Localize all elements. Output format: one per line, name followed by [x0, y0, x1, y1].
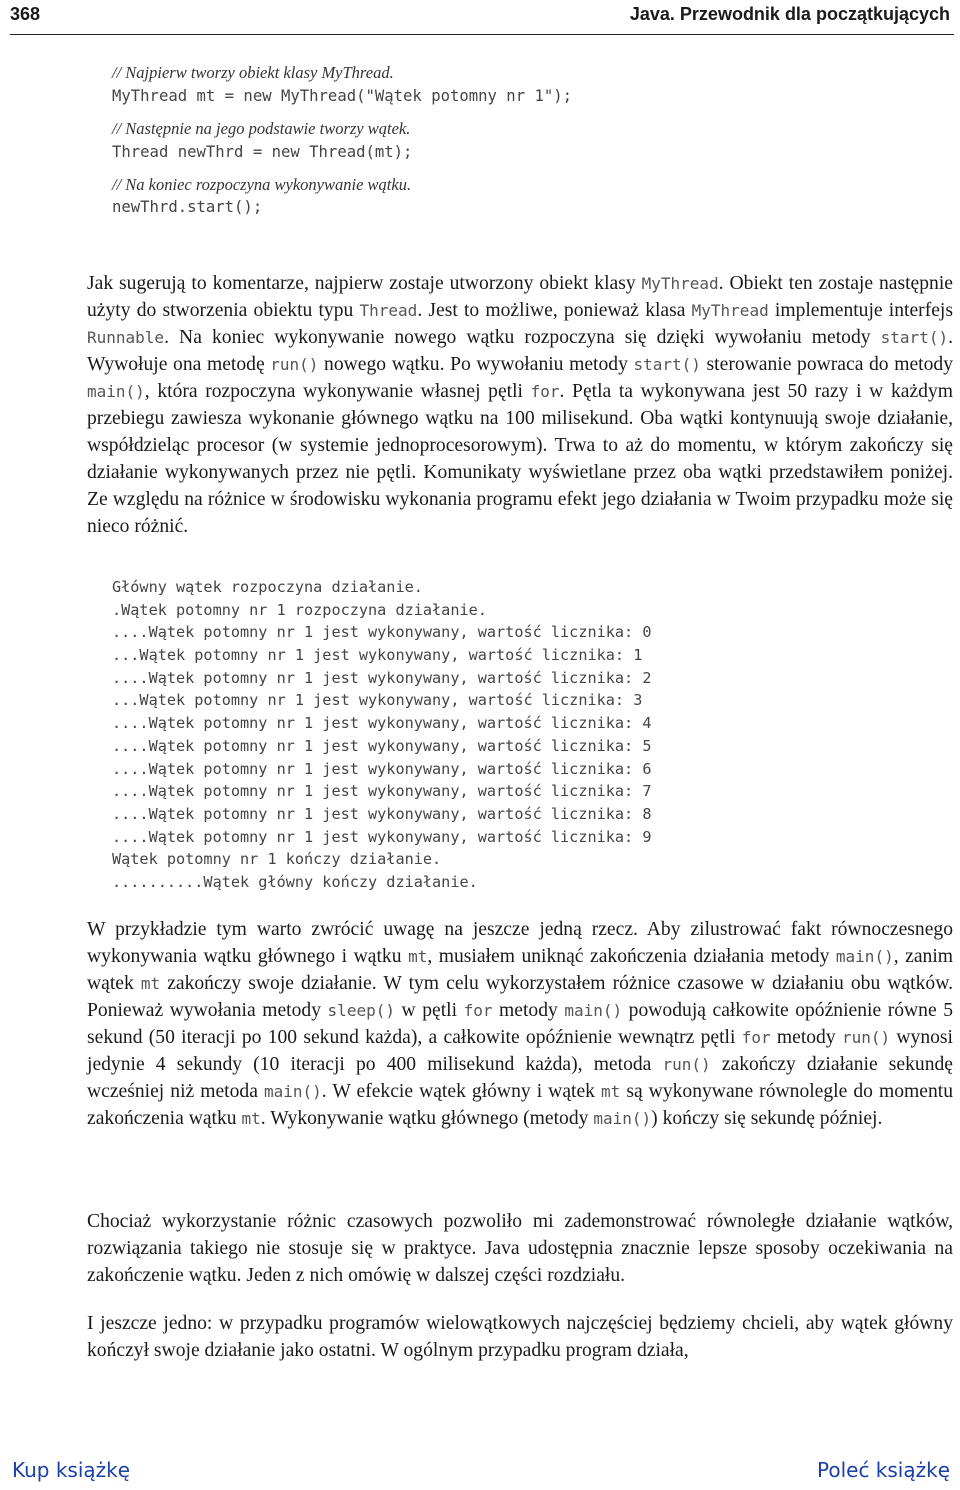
recommend-book-link[interactable]: Poleć książkę	[817, 1458, 950, 1482]
text-run: . Pętla ta wykonywana jest 50 razy i w każdym przebiegu zawiesza wykonanie głównego wątku na 100 milisekund. Oba wątki kontynuują swoje działanie, współdzieląc procesor (w systemie jednoprocesorowym). Trwa to aż do momentu, w którym zakończy się działanie wykonywanych przez nie pętli. Komunikaty wyświetlane przez oba wątki przedstawiłem poniżej. Ze względu na różnice w środowisku wykonania programu efekt jego działania w Twoim przypadku może się nieco różnić.	[87, 381, 953, 537]
code-comment: // Na koniec rozpoczyna wykonywanie wątku.	[112, 174, 412, 194]
page-number: 368	[10, 4, 41, 24]
inline-code: main()	[564, 1001, 623, 1020]
text-run: sterowanie powraca do metody	[700, 354, 953, 375]
inline-code: main()	[263, 1082, 322, 1101]
inline-code: run()	[841, 1028, 891, 1047]
output-line: ....Wątek potomny nr 1 jest wykonywany, wartość licznika: 0	[112, 623, 652, 642]
text-run: , musiałem uniknąć zakończenia działania metody	[427, 946, 836, 967]
text-run: Jak sugerują to komentarze, najpierw zostaje utworzony obiekt klasy	[87, 273, 642, 294]
output-line: ....Wątek potomny nr 1 jest wykonywany, wartość licznika: 9	[112, 827, 652, 846]
code-line: newThrd.start();	[112, 198, 263, 217]
inline-code: run()	[270, 355, 319, 374]
text-run: metody	[770, 1027, 842, 1048]
inline-code: Thread	[359, 301, 418, 320]
text-run: . Jest to możliwe, ponieważ klasa	[417, 300, 692, 321]
inline-code: for	[530, 382, 560, 401]
output-line: ....Wątek potomny nr 1 jest wykonywany, wartość licznika: 7	[112, 782, 652, 801]
code-comment: // Następnie na jego podstawie tworzy wątek.	[112, 118, 411, 138]
text-run: , która rozpoczyna wykonywanie własnej pętli	[144, 381, 531, 402]
output-line: ...Wątek potomny nr 1 jest wykonywany, wartość licznika: 1	[112, 646, 643, 665]
output-line: Wątek potomny nr 1 kończy działanie.	[112, 850, 442, 869]
paragraph-timing	[87, 916, 953, 1132]
inline-code: MyThread	[641, 274, 719, 293]
text-run: . W efekcie wątek główny i wątek	[321, 1081, 602, 1102]
paragraph-practice: Chociaż wykorzystanie różnic czasowych pozwoliło mi zademonstrować równoległe działanie wątków, rozwiązania takiego nie stosuje się w praktyce. Java udostępnia znacznie lepsze sposoby oczekiwania na zakończenie wątku. Jeden z nich omówię w dalszej części rozdziału.	[87, 1211, 953, 1286]
inline-code: MyThread	[691, 301, 769, 320]
text-run: . Wywołuje ona metodę	[87, 327, 953, 375]
output-line: ....Wątek potomny nr 1 jest wykonywany, wartość licznika: 4	[112, 714, 652, 733]
text-run: . Na koniec wykonywanie nowego wątku rozpoczyna się dzięki wywołaniu metody	[164, 327, 881, 348]
inline-code: start()	[633, 355, 701, 374]
text-run: . Wykonywanie wątku głównego (metody	[260, 1108, 594, 1129]
code-listing	[112, 62, 572, 219]
text-run: nowego wątku. Po wywołaniu metody	[318, 354, 634, 375]
code-line: Thread newThrd = new Thread(mt);	[112, 142, 413, 161]
text-run: wynosi jedynie 4 sekundy (10 iteracji po 400 milisekund każda), metoda	[87, 1027, 953, 1075]
output-line: Główny wątek rozpoczyna działanie.	[112, 578, 423, 596]
paragraph-explanation	[87, 270, 953, 540]
output-line: .Wątek potomny nr 1 rozpoczyna działanie.	[112, 600, 487, 619]
text-run: ) kończy się sekundę później.	[651, 1108, 883, 1129]
text-run: W przykładzie tym warto zwrócić uwagę na jeszcze jedną rzecz. Aby zilustrować fakt równoczesnego wykonywania wątku głównego i wątku	[87, 919, 953, 967]
inline-code: start()	[880, 328, 949, 347]
book-title: Java. Przewodnik dla początkujących	[629, 4, 950, 24]
text-run: w pętli	[394, 1000, 464, 1021]
inline-code: for	[463, 1001, 493, 1020]
code-gap	[112, 107, 572, 118]
text-run: implementuje interfejs	[768, 300, 953, 321]
inline-code: for	[741, 1028, 771, 1047]
inline-code: mt	[241, 1109, 261, 1128]
program-output	[112, 576, 651, 894]
code-gap	[112, 163, 572, 174]
output-line: ....Wątek potomny nr 1 jest wykonywany, wartość licznika: 2	[112, 668, 652, 687]
output-line: ....Wątek potomny nr 1 jest wykonywany, wartość licznika: 5	[112, 736, 652, 755]
inline-code: mt	[140, 974, 161, 993]
output-line: ....Wątek potomny nr 1 jest wykonywany, wartość licznika: 8	[112, 804, 652, 823]
inline-code: run()	[662, 1055, 711, 1074]
code-comment: // Najpierw tworzy obiekt klasy MyThread.	[112, 63, 394, 82]
text-run: powodują całkowite opóźnienie równe 5 sekund (50 iteracji po 100 sekund każda), a całkowite opóźnienie wewnątrz pętli	[87, 1000, 953, 1048]
inline-code: sleep()	[327, 1001, 395, 1020]
code-line: MyThread mt = new MyThread("Wątek potomny nr 1");	[112, 86, 573, 105]
text-run: zakończy działanie sekundę wcześniej niż metoda	[87, 1054, 953, 1102]
paragraph-last-thread: I jeszcze jedno: w przypadku programów wielowątkowych najczęściej będziemy chcieli, aby wątek główny kończył swoje działanie jako ostatni. W ogólnym przypadku program działa,	[87, 1313, 953, 1361]
inline-code: main()	[835, 947, 894, 966]
text-run: są wykonywane równolegle do momentu zakończenia wątku	[87, 1081, 953, 1129]
output-line: ....Wątek potomny nr 1 jest wykonywany, wartość licznika: 6	[112, 759, 652, 778]
inline-code: main()	[87, 382, 145, 401]
text-run: , zanim wątek	[87, 946, 954, 994]
page-header	[10, 0, 954, 35]
output-line: ...Wątek potomny nr 1 jest wykonywany, wartość licznika: 3	[112, 691, 643, 710]
inline-code: mt	[601, 1082, 621, 1101]
inline-code: main()	[593, 1109, 652, 1128]
output-line: ..........Wątek główny kończy działanie.	[112, 872, 478, 891]
buy-book-link[interactable]: Kup książkę	[12, 1458, 131, 1482]
text-run: metody	[492, 1000, 565, 1021]
text-run: . Obiekt ten zostaje następnie użyty do stworzenia obiektu typu	[87, 273, 953, 321]
inline-code: Runnable	[87, 328, 165, 347]
inline-code: mt	[408, 947, 428, 966]
text-run: zakończy swoje działanie. W tym celu wykorzystałem różnice czasowe w działaniu obu wątków. Ponieważ wywołania metody	[87, 973, 953, 1021]
